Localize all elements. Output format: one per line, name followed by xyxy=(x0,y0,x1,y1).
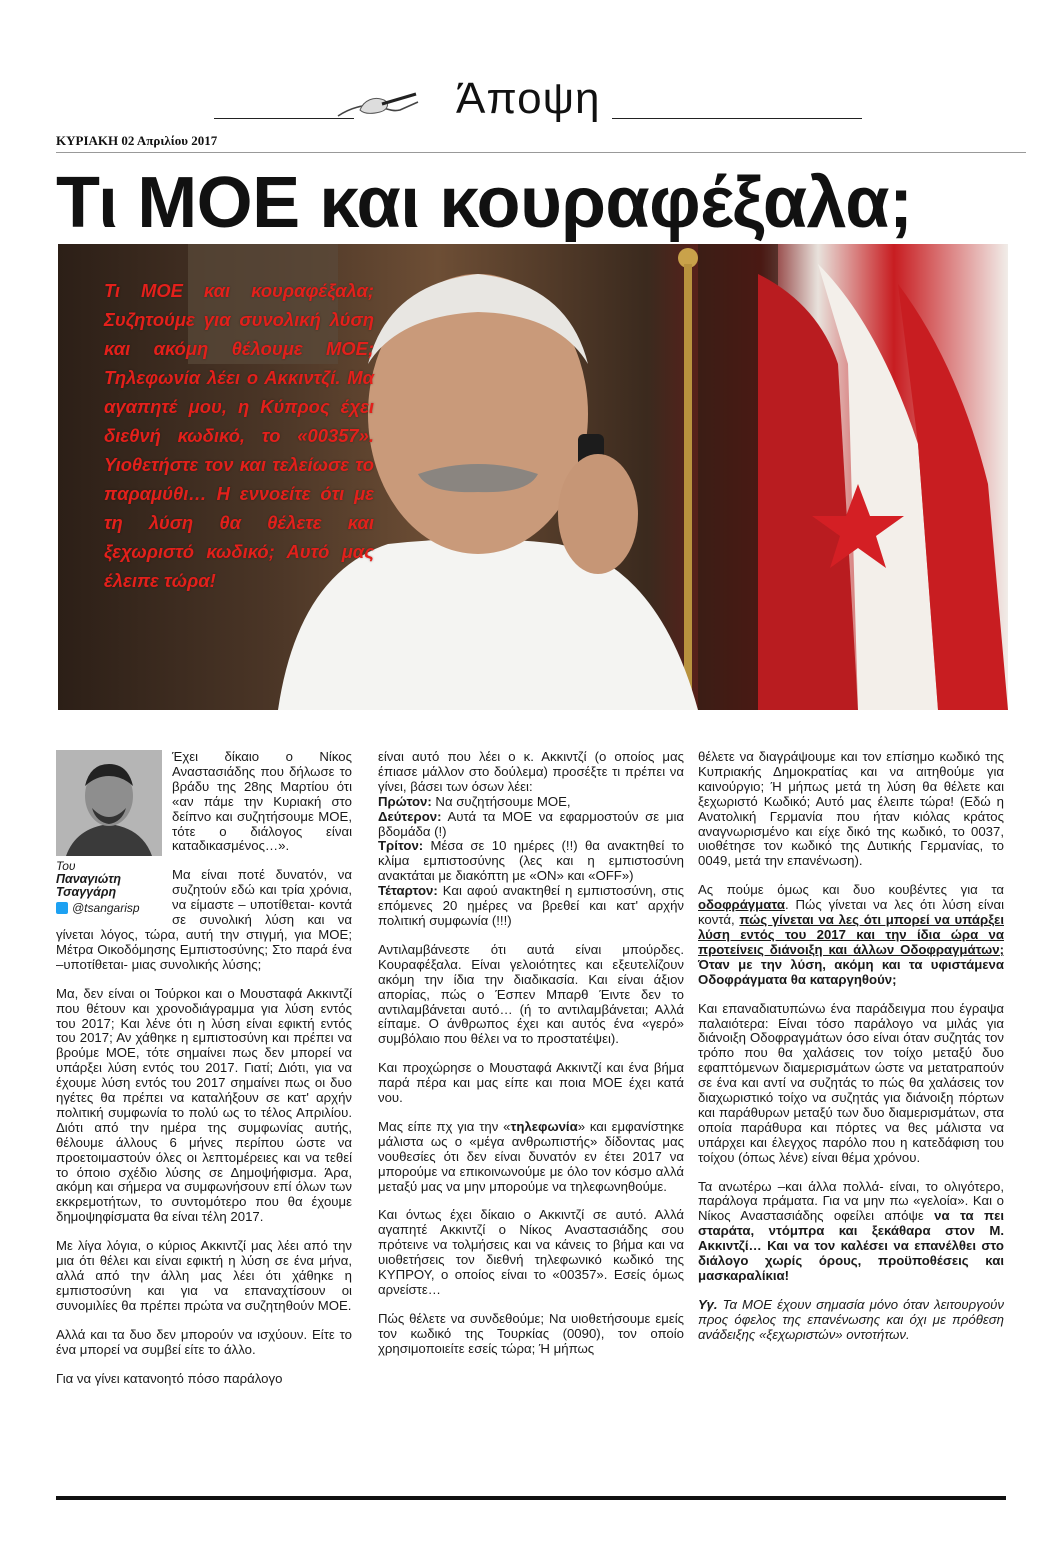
author-name-line1: Παναγιώτη xyxy=(56,872,122,886)
col1-paragraph-3: Μα, δεν είναι οι Τούρκοι και ο Μουσταφά Ακκιντζί που θέτουν και χρονοδιάγραμμα για λύση εντός του 2017; Και λένε ότι η λύση είναι εφικτή εντός του 2017; Αν χάθηκε η εμπιστοσύνη και πρέπει να βρούμε ΜΟΕ, τότε σημαίνει πως δεν μπορεί να υπάρξει λύση εντός του 2017. Γιατί; Διότι, για να έχουμε λύση εντός του 2017 σημαίνει πως οι δυο ηγέτες θα πρέπει να καταλήξουν σε κατ' αρχήν πολιτική συμφωνία το πολύ ως το τέλος Απριλίου. Διότι από την ημέρα της συμφωνίας αυτής, θέλουμε άλλους 6 μήνες περίπου ώστε να προετοιμαστούν όλες οι λεπτομέρειες και να τεθεί το όποιο σχέδιο λύσης σε Δημοψήφισμα. Άρα, ακόμη και σήμερα να συμφωνήσουν επί όλων των εκκρεμοτήτων, το συντομότερο που θα έχουμε δημοψηφίσματα θα είναι τέλη 2017. xyxy=(56,985,352,1225)
col2-paragraph-5: Και όντως έχει δίκαιο ο Ακκιντζί σε αυτό. Αλλά αγαπητέ Ακκιντζί ο Νίκος Αναστασιάδης σου πρότεινε να τολμήσεις και να κάνεις το βήμα και να υιοθετήσεις τον διεθνή τηλεφωνικό κωδικό της ΚΥΠΡΟΥ, ο οποίος είναι το «00357». Εσείς όμως αρνείστε… xyxy=(378,1207,684,1297)
author-twitter[interactable] xyxy=(56,901,166,916)
col1-paragraph-1: Έχει δίκαιο ο Νίκος Αναστασιάδης που δήλωσε το βράδυ της 28ης Μαρτίου ότι «αν πάμε την Κυριακή στο δείπνο και συζητήσουμε ΜΟΕ, τότε ο διάλογος είναι καταδικασμένος…». xyxy=(172,749,352,854)
footer-rule xyxy=(56,1496,1006,1500)
masthead-rule-right xyxy=(612,118,862,119)
col1-paragraph-6: Για να γίνει κατανοητό πόσο παράλογο xyxy=(56,1370,283,1386)
col1-paragraph-2: Μα είναι ποτέ δυνατόν, να συζητούν εδώ και τρία χρόνια, να είμαστε – υποτίθεται- κοντά σε συνολική λύση και να γίνεται λόγος, τώρα, αυτή την στιγμή, για ΜΟΕ; Μέτρα Οικοδόμησης Εμπιστοσύνης; Στο παρά ένα –υποτίθεται- μιας συνολικής λύσης; xyxy=(56,867,352,972)
col2-paragraph-4: Μας είπε πχ για την «τηλεφωνία» και εμφανίστηκε μάλιστα ως ο «μέγα ανθρωπιστής» δίδοντας μας νουθεσίες ότι δεν είναι δυνατόν εν έτει 2017 να μπορούμε να επικοινωνούμε με όλο τον κόσμο αλλά μεταξύ μας να μην μπορούμε να τηλεφωνηθούμε. xyxy=(378,1118,684,1194)
col2-paragraph-3: Και προχώρησε ο Μουσταφά Ακκιντζί και ένα βήμα παρά πέρα και μας είπε και ποια ΜΟΕ έχει κατά νου. xyxy=(378,1060,684,1106)
col1-paragraph-5: Αλλά και τα δυο δεν μπορούν να ισχύουν. Είτε το ένα μπορεί να συμβεί είτε το άλλο. xyxy=(56,1326,352,1357)
author-photo xyxy=(56,750,162,856)
dateline: ΚΥΡΙΑΚΗ 02 Απριλίου 2017 xyxy=(56,133,218,148)
twitter-handle[interactable]: @tsangarisp xyxy=(72,901,140,915)
article-column-3 xyxy=(698,750,1004,1357)
photo-overlay-quote: Τι ΜΟΕ και κουραφέξαλα; Συζητούμε για συνολική λύση και ακόμη θέλουμε ΜΟΕ; Τηλεφωνία λέει ο Ακκιντζί. Μα αγαπητέ μου, η Κύπρος έχει διεθνή κωδικό, το «00357». Υιοθετήστε τον και τελείωσε το παραμύθι… Η εννοείτε ότι με τη λύση θα θέλετε και ξεχωριστό κωδικό; Αυτό μας έλειπε τώρα! xyxy=(104,280,374,591)
headline: Τι ΜΟΕ και κουραφέξαλα; xyxy=(56,163,913,243)
article-column-1 xyxy=(56,750,352,1400)
col3-paragraph-4: Τα ανωτέρω –και άλλα πολλά- είναι, το ολιγότερο, παράλογα πράματα. Για να μην πω «γελοία». Και ο Νίκος Αναστασιάδης οφείλει απόψε να τα πει σταράτα, ντόμπρα και ξεκάθαρα στον Μ. Ακκιντζί… Και να τον καλέσει να επανέλθει στο διάλογο χωρίς όρους, προϋποθέσεις και μασκαραλίκια! xyxy=(698,1178,1004,1283)
author-name-line2: Τσαγγάρη xyxy=(56,885,117,899)
list-item-2: Δεύτερον: Αυτά τα ΜΟΕ να εφαρμοστούν σε μια βδομάδα (!) xyxy=(378,808,684,839)
author-box xyxy=(56,750,166,916)
list-item-4: Τέταρτον: Και αφού ανακτηθεί η εμπιστοσύνη, στις επόμενες 20 ημέρες να βρεθεί και κατ' αρχήν πολιτική συμφωνία (!!!) xyxy=(378,883,684,928)
list-item-1: Πρώτον: Να συζητήσουμε ΜΟΕ, xyxy=(378,793,571,809)
section-title: Άποψη xyxy=(456,74,601,123)
col1-paragraph-4: Με λίγα λόγια, ο κύριος Ακκιντζί μας λέει από την μια ότι θέλει και είναι εφικτή η λύση σε ένα μήνα, αλλά από την άλλη μας λέει ότι χάθηκε η εμπιστοσύνη και για να επαναχτίσουν οι συνομιλίες θα πρέπει πρώτα να συζητηθούν ΜΟΕ. xyxy=(56,1238,352,1313)
article-column-2 xyxy=(378,750,684,1371)
col3-paragraph-1: θέλετε να διαγράψουμε και τον επίσημο κωδικό της Κυπριακής Δημοκρατίας και να αιτηθούμε για καινούργιο; Ή μήπως μετά τη λύση θα θέλετε και ξεχωριστό Κωδικό; Αυτό μας έλειπε τώρα! (Εδώ η Ανατολική Γερμανία που ήταν κιόλας κράτος αναγνωρισμένο και είχε δικό της κωδικό, το 0037, υιοθέτησε τον κωδικό της Δυτικής Γερμανίας, το 0049, μετά την επανένωση). xyxy=(698,749,1004,869)
pen-hand-icon xyxy=(330,86,420,126)
author-label: Του xyxy=(56,859,76,873)
col3-paragraph-2: Ας πούμε όμως και δυο κουβέντες για τα οδοφράγματα. Πώς γίνεται να λες ότι λύση είναι κοντά, πώς γίνεται να λες ότι μπορεί να υπάρξει λύση εντός του 2017 και την ίδια ώρα να προτείνεις διάνοιξη και άλλων Οδοφραγμάτων; Όταν με την λύση, ακόμη και τα υφιστάμενα Οδοφράγματα θα καταργηθούν; xyxy=(698,882,1004,987)
col3-postscript: Υγ. Τα ΜΟΕ έχουν σημασία μόνο όταν λειτουργούν προς όφελος της επανένωσης και όχι με πρόθεση ανάδειξης «ξεχωριστών» οντοτήτων. xyxy=(698,1296,1004,1342)
author-portrait xyxy=(56,750,162,856)
col2-paragraph-1: είναι αυτό που λέει ο κ. Ακκιντζί (ο οποίος μας έπιασε μάλλον στο δούλεμα) προσέξτε τι πρέπει να γίνει, βάσει των όσων λέει: xyxy=(378,749,684,794)
col2-paragraph-6: Πώς θέλετε να συνδεθούμε; Να υιοθετήσουμε εμείς τον κωδικό της Τουρκίας (0090), τον οποίο χρησιμοποιείτε εσείς τώρα; Ή μήπως xyxy=(378,1310,684,1356)
list-item-3: Τρίτον: Μέσα σε 10 ημέρες (!!) θα ανακτηθεί το κλίμα εμπιστοσύνης (λες και η εμπιστοσύνη ανακτάται με διακόπτη με «ΟΝ» και «OFF») xyxy=(378,838,684,884)
header-divider xyxy=(56,152,1026,153)
twitter-icon xyxy=(56,902,68,914)
col3-paragraph-3: Και επαναδιατυπώνω ένα παράδειγμα που έγραψα παλαιότερα: Είναι τόσο παράλογο να μιλάς για διάνοιξη Οδοφραγμάτων όσο είναι όταν συζητάς τον τρόπο που θα χαλάσεις τον τοίχο μεταξύ δυο εφαπτόμενων διαμερισμάτων ώστε να μετατραπούν σε ένα και αντί να συζητάς το πώς θα χαλάσεις τον διαχωριστικό τοίχο να συζητάς για διάνοιξη πόρτων και παράθυρων μεταξύ των δυο διαμερισμάτων, στα οποία παράθυρα και πόρτες να θες μάλιστα να υπάρχει και έλεγχος παρόλο που η κατεδάφιση του τοίχου (όπως λένε) είναι θέμα χρόνου. xyxy=(698,1000,1004,1165)
col2-paragraph-2: Αντιλαμβάνεστε ότι αυτά είναι μπούρδες. Κουραφέξαλα. Είναι γελοιότητες και εξευτελίζουν ακόμη την ίδια την διαδικασία. Και είναι άξιον απορίας, πώς ο Έσπεν Μπαρθ Έιντε δεν το αντιλαμβάνεται αυτό… (ή το αντιλαμβάνεται; Αλλά είπαμε. Ο άνθρωπος έχει και αυτός ένα «γερό» συμβόλαιο που θέλει να το προστατέψει). xyxy=(378,941,684,1047)
